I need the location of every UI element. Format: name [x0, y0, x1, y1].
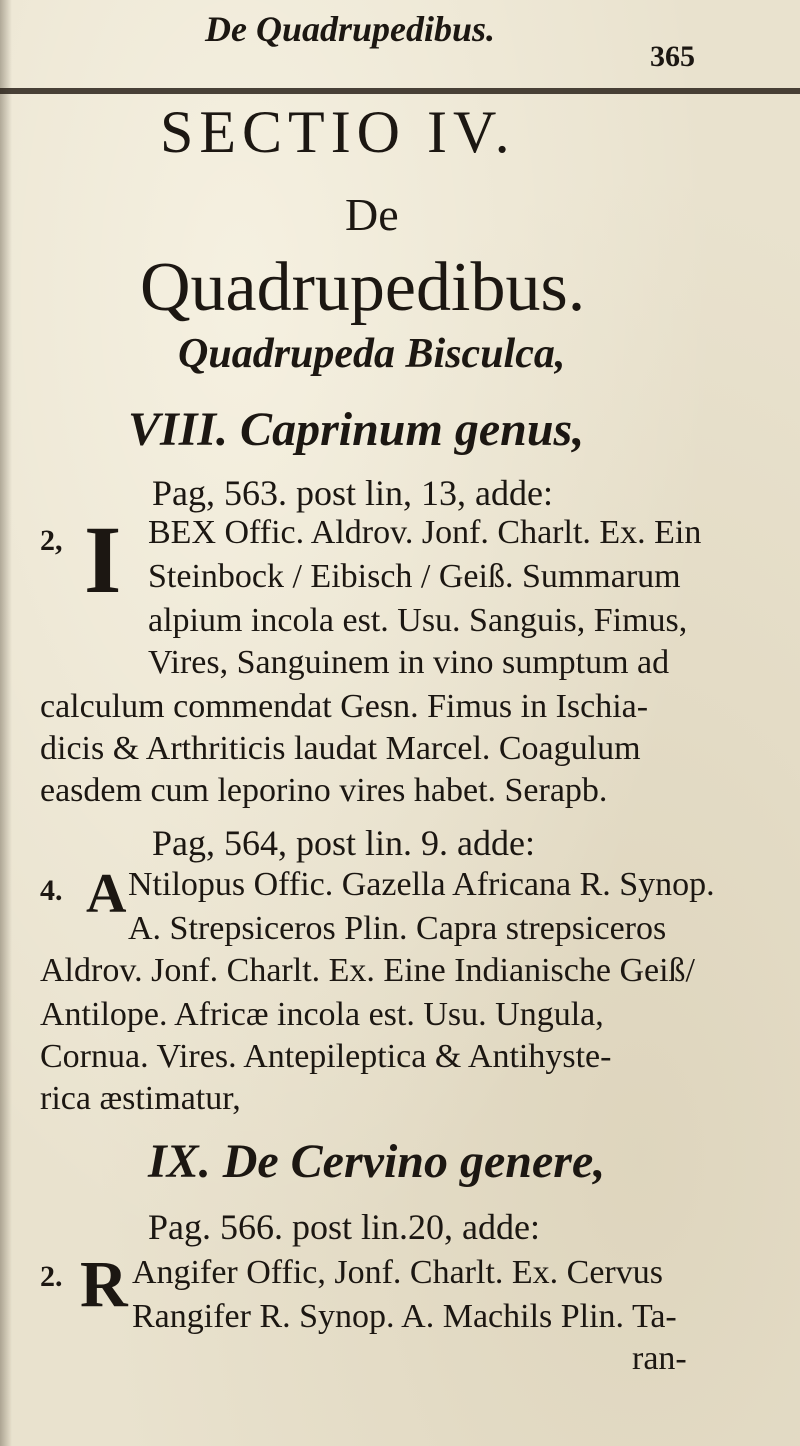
running-head: De Quadrupedibus.: [205, 9, 496, 49]
text-line: Angifer Offic, Jonf. Charlt. Ex. Cervus: [132, 1254, 663, 1291]
text-line: Antilope. Africæ incola est. Usu. Ungula,: [40, 996, 604, 1033]
page-gutter-shadow: [0, 0, 12, 1446]
page-reference: Pag, 563. post lin, 13, adde:: [152, 473, 553, 513]
text-line: rica æstimatur,: [40, 1080, 241, 1117]
text-line: Vires, Sanguinem in vino sumptum ad: [148, 644, 670, 681]
text-line: alpium incola est. Usu. Sanguis, Fimus,: [148, 602, 688, 639]
page-number: 365: [650, 40, 695, 73]
drop-capital: I: [84, 506, 122, 613]
catchword: ran-: [632, 1340, 687, 1377]
text-line: Aldrov. Jonf. Charlt. Ex. Eine Indianische Geiß/: [40, 952, 695, 989]
entry-number: 2,: [40, 524, 63, 557]
text-line: Ntilopus Offic. Gazella Africana R. Synop.: [128, 866, 715, 903]
chapter-heading: IX. De Cervino genere,: [148, 1135, 606, 1188]
subtitle: Quadrupeda Bisculca,: [178, 331, 566, 377]
text-line: Rangifer R. Synop. A. Machils Plin. Ta-: [132, 1298, 677, 1335]
header-rule: [0, 88, 800, 94]
title-de: De: [345, 189, 399, 240]
text-line: Steinbock / Eibisch / Geiß. Summarum: [148, 558, 681, 595]
text-line: Cornua. Vires. Antepileptica & Antihyste-: [40, 1038, 612, 1075]
chapter-heading: VIII. Caprinum genus,: [128, 403, 585, 456]
text-line: BEX Offic. Aldrov. Jonf. Charlt. Ex. Ein: [148, 514, 702, 551]
text-line: calculum commendat Gesn. Fimus in Ischia-: [40, 688, 649, 725]
entry-number: 2.: [40, 1260, 63, 1293]
drop-capital: A: [86, 863, 127, 925]
page-reference: Pag. 566. post lin.20, adde:: [148, 1207, 540, 1247]
text-line: dicis & Arthriticis laudat Marcel. Coagulum: [40, 730, 641, 767]
text-line: A. Strepsiceros Plin. Capra strepsiceros: [128, 910, 667, 947]
page-reference: Pag, 564, post lin. 9. adde:: [152, 823, 535, 863]
drop-capital: R: [80, 1248, 128, 1321]
section-title: SECTIO IV.: [160, 99, 516, 165]
entry-number: 4.: [40, 874, 63, 907]
text-line: easdem cum leporino vires habet. Serapb.: [40, 772, 608, 809]
topic-title: Quadrupedibus.: [140, 249, 586, 326]
